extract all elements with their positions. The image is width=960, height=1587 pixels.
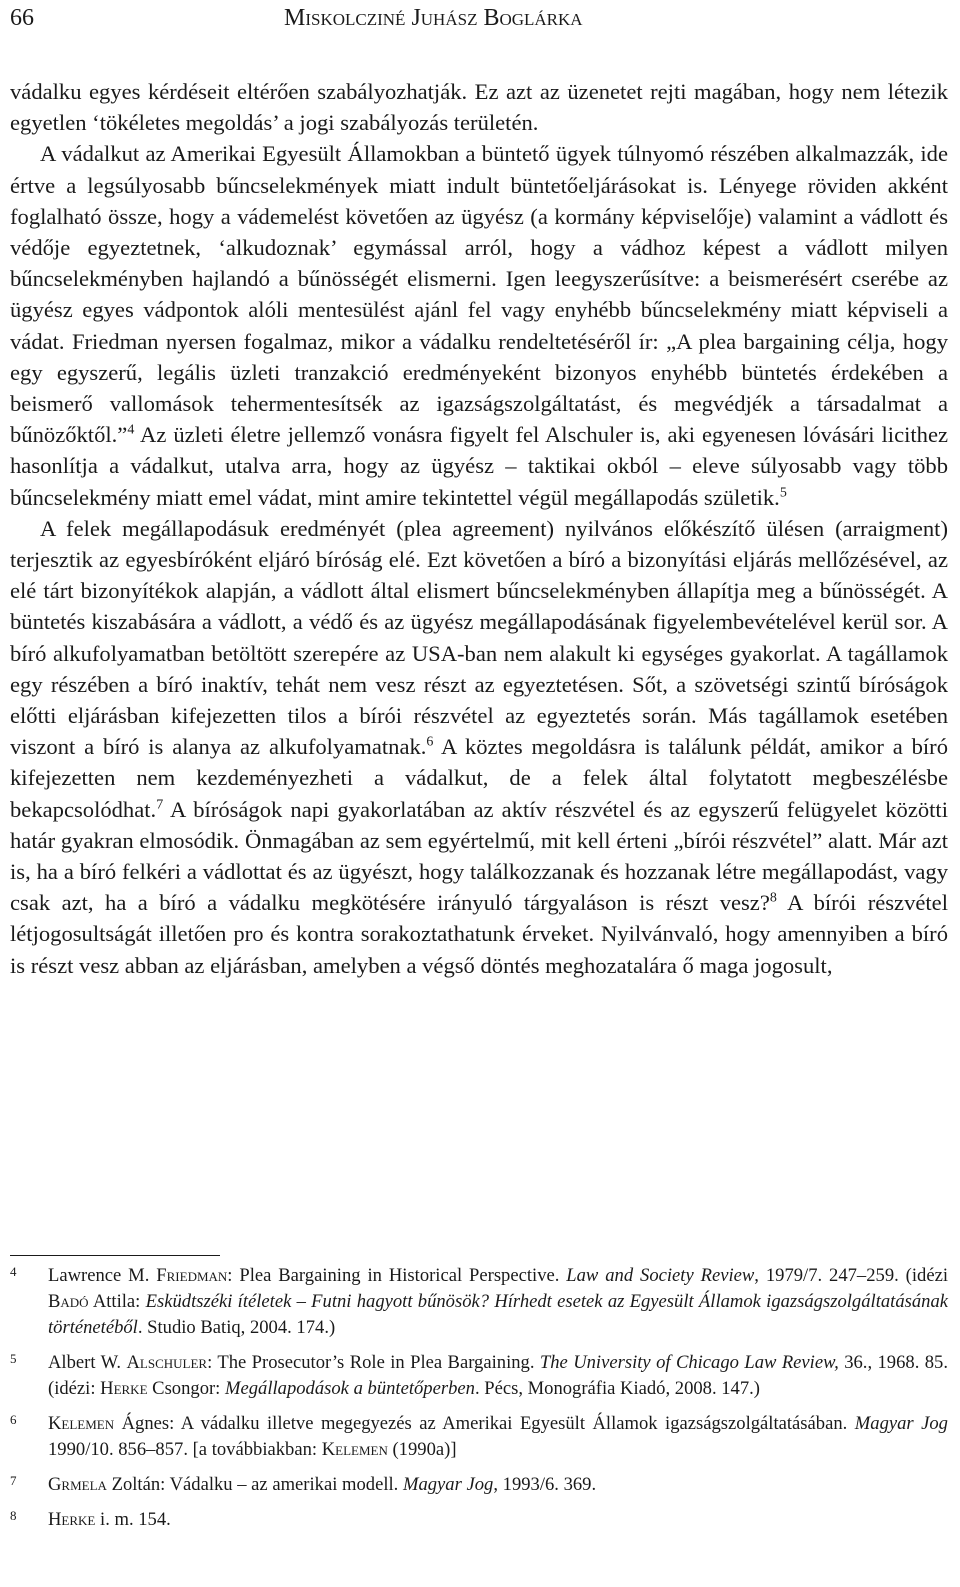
- journal-title: The University of Chicago Law Review,: [539, 1352, 839, 1373]
- footnote-ref-4[interactable]: 4: [127, 422, 135, 438]
- paragraph-text: A bírói részvétel létjogosultságát illetően pro és kontra sorakoztathatunk érveket. Nyilvánvaló, hogy amennyiben a bíró is részt vesz abban az eljárásban, amelyben a végső döntés meghozatalára ő maga jogosult,: [10, 890, 948, 978]
- paragraph-text: A köztes megoldásra is találunk példát, amikor a bíró kifejezetten nem kezdeményezheti a vádalkut, de a felek által folytatott megbeszélésbe bekapcsolódhat.: [10, 734, 948, 822]
- footnote-text: (1990a)]: [387, 1439, 457, 1460]
- footnote-text: 36., 1968. 85. (idézi:: [48, 1352, 948, 1399]
- author-name: Herke: [48, 1509, 96, 1530]
- paragraph-text: A bíróságok napi gyakorlatában az aktív részvétel és az egyszerű felügyelet közötti határ gyakran elmosódik. Önmagában az sem egyértelmű, mit kell érteni „bírói részvétel” alatt. Már azt is, ha a bíró felkéri a vádlottat és az ügyészt, hogy találkozzanak és hozzanak létre megállapodást, vagy csak azt, ha a bíró a vádalku megkötésére irányuló tárgyaláson is részt vesz?: [10, 796, 948, 916]
- author-name: Grmela: [48, 1474, 107, 1495]
- footnote-text: , 1979/7. 247–259. (idézi: [754, 1265, 948, 1286]
- footnote-number: 7: [10, 1473, 17, 1488]
- footnote-5: [10, 1350, 948, 1402]
- paragraph-3: [10, 513, 948, 981]
- author-name: Badó: [48, 1291, 89, 1312]
- footnote-text: Ágnes: A vádalku illetve megegyezés az Amerikai Egyesült Államok igazságszolgáltatásában.: [114, 1413, 855, 1434]
- paragraph-text: A vádalkut az Amerikai Egyesült Államokban a büntető ügyek túlnyomó részében alkalmazzák, ide értve a legsúlyosabb bűncselekmények miatt indult büntetőeljárásokat is. Lényege röviden akként foglalható össze, hogy a vádemelést követően az ügyész (a kormány képviselője) valamint a vádlott és védője egyeztetnek, ‘alkudoznak’ egymással arról, hogy a vádhoz képest a vádlott milyen bűncselekményben hajlandó a bűnösségét elismerni. Igen leegyszerűsítve: a beismerésért cserébe az ügyész egyes vádpontok alóli mentesülést ajánl fel vagy enyhébb bűncselekmény miatt képviseli a vádat. Friedman nyersen fogalmaz, mikor a vádalku rendeltetéséről ír: „A plea bargaining célja, hogy egy egyszerű, legális üzleti tranzakció eredményeként bizonyos enyhébb büntetés érdekében a beismerő vallomások tehermentesítsék az igazságszolgáltatást, és megvédjék a társadalmat a bűnözőktől.”: [10, 141, 948, 448]
- footnote-ref-6[interactable]: 6: [426, 734, 434, 750]
- journal-title: Magyar Jog: [854, 1413, 948, 1434]
- footnote-text: , 1993/6. 369.: [493, 1474, 597, 1495]
- footnote-ref-8[interactable]: 8: [769, 890, 777, 906]
- footnote-text: : Plea Bargaining in Historical Perspective.: [227, 1265, 567, 1286]
- running-header: [10, 2, 948, 34]
- author-name: Kelemen: [321, 1439, 388, 1460]
- footnote-text: : The Prosecutor’s Role in Plea Bargaining.: [207, 1352, 540, 1373]
- journal-title: Magyar Jog: [402, 1474, 494, 1495]
- footnote-text: Albert W.: [48, 1352, 127, 1373]
- footnote-number: 5: [10, 1351, 17, 1366]
- footnote-text: Zoltán: Vádalku – az amerikai modell.: [106, 1474, 403, 1495]
- footnote-text: . Pécs, Monográfia Kiadó, 2008. 147.): [474, 1378, 760, 1399]
- footnote-4: [10, 1263, 948, 1341]
- footnote-text: 1990/10. 856–857. [a továbbiakban:: [48, 1439, 322, 1460]
- book-title: Megállapodások a büntetőperben: [225, 1378, 475, 1399]
- footnote-text: Lawrence M.: [48, 1265, 157, 1286]
- footnote-text: i. m. 154.: [95, 1509, 171, 1530]
- footnotes: [10, 1263, 948, 1542]
- book-title: Esküdtszéki ítéletek – Futni hagyott bűnösök? Hírhedt esetek az Egyesült Államok igazságszolgáltatásának történetéből: [48, 1291, 948, 1338]
- footnote-ref-5[interactable]: 5: [779, 485, 787, 501]
- running-title-author: Miskolcziné Juhász Boglárka: [284, 5, 583, 31]
- footnote-text: . Studio Batiq, 2004. 174.): [137, 1317, 336, 1338]
- paragraph-1: [10, 76, 948, 138]
- main-text: [10, 76, 948, 981]
- author-name: Alschuler: [126, 1352, 208, 1373]
- footnote-7: [10, 1472, 948, 1498]
- page-number: 66: [10, 5, 34, 31]
- footnote-ref-7[interactable]: 7: [156, 797, 164, 813]
- footnote-8: [10, 1507, 948, 1533]
- footnote-number: 8: [10, 1508, 17, 1523]
- footnote-text: Attila:: [88, 1291, 146, 1312]
- footnote-6: [10, 1411, 948, 1463]
- footnote-text: Csongor:: [147, 1378, 225, 1399]
- paragraph-2: [10, 138, 948, 512]
- footnote-number: 4: [10, 1264, 17, 1279]
- paragraph-text: vádalku egyes kérdéseit eltérően szabályozhatják. Ez azt az üzenetet rejti magában, hogy nem létezik egyetlen ‘tökéletes megoldás’ a jogi szabályozás területén.: [10, 79, 948, 136]
- author-name: Herke: [100, 1378, 148, 1399]
- paragraph-text: A felek megállapodásuk eredményét (plea agreement) nyilvános előkészítő ülésen (arraigment) terjesztik az egyesbíróként eljáró bíróság elé. Ezt követően a bíró a bizonyítási eljárás mellőzésével, az elé tárt bizonyítékok alapján, a vádlott által elismert bűncselekményben állapítja meg a bűnösségét. A büntetés kiszabására a vádlott, a védő és az ügyész megállapodásának figyelembevételével kerül sor. A bíró alkufolyamatban betöltött szerepére az USA-ban nem alakult ki egységes gyakorlat. A tagállamok egy részében a bíró inaktív, tehát nem vesz részt az egyeztetésen. Sőt, a szövetségi szintű bíróságok előtti eljárásban kifejezetten tilos a bírói részvétel az egyeztetés során. Más tagállamok esetében viszont a bíró is alanya az alkufolyamatnak.: [10, 515, 948, 760]
- journal-title: Law and Society Review: [566, 1265, 755, 1286]
- author-name: Kelemen: [48, 1413, 115, 1434]
- paragraph-text: Az üzleti életre jellemző vonásra figyelt fel Alschuler is, aki egyenesen lóvásári licithez hasonlítja a vádalkut, utalva arra, hogy az ügyész – taktikai okból – eleve súlyosabb vagy több bűncselekmény miatt emel vádat, mint amire tekintettel végül megállapodás születik.: [10, 422, 948, 510]
- author-name: Friedman: [156, 1265, 228, 1286]
- footnote-number: 6: [10, 1412, 17, 1427]
- footnote-divider: [10, 1255, 220, 1256]
